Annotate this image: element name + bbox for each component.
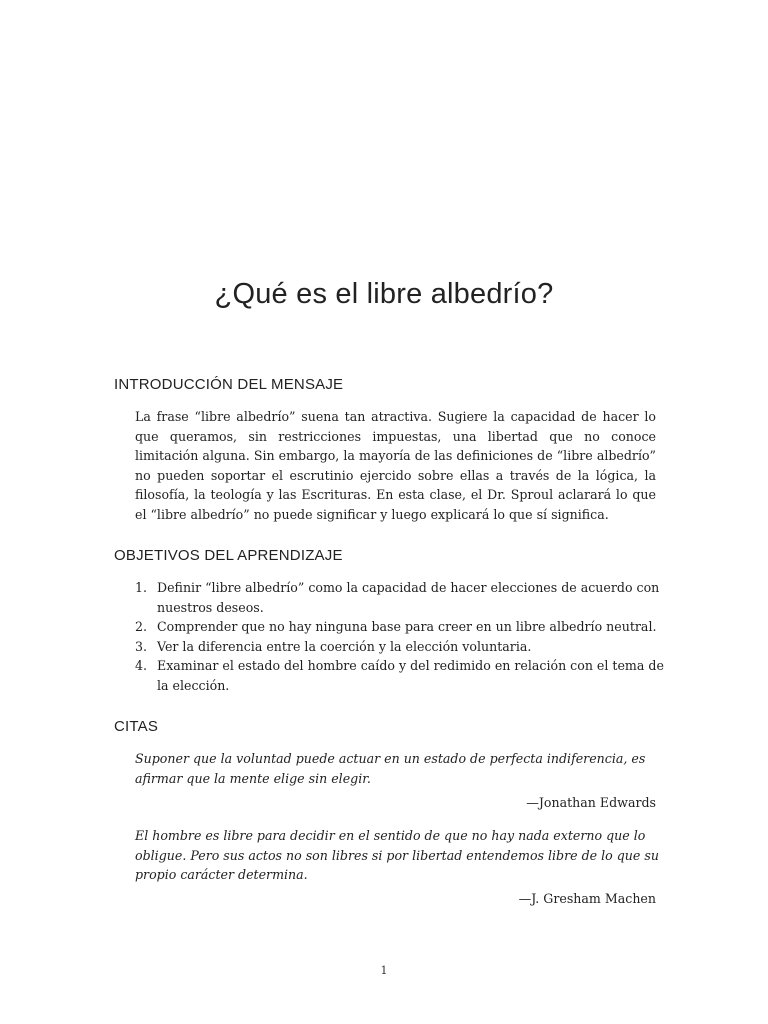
quote-text: Suponer que la voluntad puede actuar en un estado de perfecta indiferencia, es afirmar que la mente elige sin elegir. [135, 751, 646, 786]
quote-author: —J. Gresham Machen [518, 891, 656, 906]
quote-text: El hombre es libre para decidir en el sentido de que no hay nada externo que lo obligue. Pero sus actos no son libres si por libertad entendemos libre de lo que su propio carácter determina. [135, 828, 659, 883]
introduction-heading: INTRODUCCIÓN DEL MENSAJE [114, 376, 344, 393]
objective-text: Examinar el estado del hombre caído y del redimido en relación con el tema de la elección. [157, 658, 664, 693]
objective-text: Comprender que no hay ninguna base para creer en un libre albedrío neutral. [157, 619, 657, 635]
objective-item [135, 617, 665, 637]
introduction-paragraph: La frase “libre albedrío” suena tan atractiva. Sugiere la capacidad de hacer lo que queramos, sin restricciones impuestas, una libertad que no conoce limitación alguna. Sin embargo, la mayoría de las definiciones de “libre albedrío” no pueden soportar el escrutinio ejercido sobre ellas a través de la lógica, la filosofía, la teología y las Escrituras. En esta clase, el Dr. Sproul aclarará lo que el “libre albedrío” no puede significar y luego explicará lo que sí significa. [135, 409, 656, 522]
objective-item [135, 578, 665, 617]
objectives-heading: OBJETIVOS DEL APRENDIZAJE [114, 547, 343, 564]
objective-text: Definir “libre albedrío” como la capacidad de hacer elecciones de acuerdo con nuestros deseos. [157, 580, 660, 615]
objective-item [135, 637, 665, 657]
page-title: ¿Qué es el libre albedrío? [214, 278, 554, 310]
objective-item [135, 656, 665, 695]
objective-number: 2. [135, 619, 148, 635]
objective-number: 1. [135, 580, 148, 595]
objective-number: 4. [135, 658, 148, 674]
quotes-heading: CITAS [114, 718, 159, 735]
quote-author: —Jonathan Edwards [526, 795, 656, 810]
objective-text: Ver la diferencia entre la coerción y la elección voluntaria. [157, 638, 532, 654]
page-number: 1 [380, 964, 388, 977]
objectives-list [135, 578, 665, 696]
objective-number: 3. [135, 638, 148, 654]
